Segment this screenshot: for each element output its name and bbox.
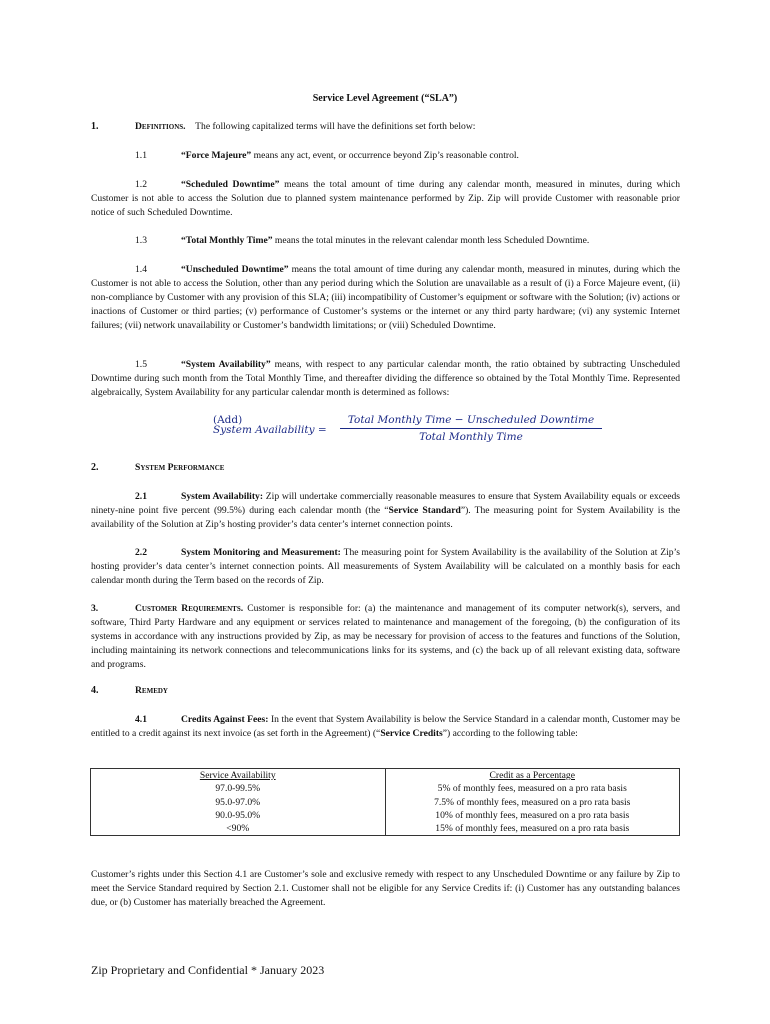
definition-1-3-text: means the total minutes in the relevant calendar month less Scheduled Downtime. [272,235,590,246]
formula-add-note: (Add) [213,414,243,426]
paragraph-4-1 [91,713,680,741]
table-cell-credit-1: 7.5% of monthly fees, measured on a pro rata basis [434,796,631,808]
table-cell-avail-1: 95.0-97.0% [215,796,261,808]
definition-1-5 [91,358,680,400]
definition-1-5-number: 1.5 [135,359,147,370]
column-header-credit-percentage [385,769,680,836]
definition-1-4-term: “Unscheduled Downtime” [181,264,289,275]
formula-denominator: Total Monthly Time [419,431,523,443]
paragraph-2-1-text-a: Zip will undertake commercially reasonable measures to ensure that System Availability equals or exceeds ninety-nine point five percent (99.5%) during each calendar month (the “ [91,491,680,516]
definition-1-2-term: “Scheduled Downtime” [181,179,280,190]
definition-1-2-text: means the total amount of time during any calendar month, measured in minutes, during which Customer is not able to access the Solution due to planned system maintenance performed by Zip. Zip will provide Customer with reasonable prior notice of such Scheduled Downtime. [91,179,681,218]
definition-1-3-term: “Total Monthly Time” [181,235,273,246]
table-header-row [91,769,680,836]
paragraph-4-1-text-b: ”) according to the following table: [442,727,578,739]
paragraph-2-1-number: 2.1 [135,491,147,502]
column-header-service-availability-label: Service Availability [199,770,276,781]
table-cell-credit-2: 10% of monthly fees, measured on a pro rata basis [435,809,630,821]
paragraph-2-2-number: 2.2 [135,547,147,558]
availability-formula [213,414,613,450]
table-cell-credit-3: 15% of monthly fees, measured on a pro rata basis [435,823,630,835]
section-1-title: Definitions. [135,121,186,132]
service-credits-table [90,768,680,836]
closing-paragraph: Customer’s rights under this Section 4.1 are Customer’s sole and exclusive remedy with respect to any Unscheduled Downtime or any failure by Zip to meet the Service Standard required by Section 2.1. Customer shall not be eligible for any Service Credits if: (i) Customer has any outstanding balances due, or (b) Customer has materially breached the Agreement. [91,869,680,908]
section-1-heading [135,121,475,132]
table-cell-avail-0: 97.0-99.5% [215,783,261,795]
table-cell-avail-3: <90% [226,823,250,835]
section-3-number: 3. [91,603,99,614]
paragraph-4-1-number: 4.1 [135,714,147,725]
paragraph-2-2 [91,546,680,588]
section-3 [91,602,680,672]
table-cell-credit-0: 5% of monthly fees, measured on a pro rata basis [437,783,627,795]
section-3-heading: Customer Requirements. [135,603,244,614]
definition-1-4 [91,263,680,333]
definition-1-3 [91,234,680,248]
section-3-text: Customer is responsible for: (a) the maintenance and management of its computer network(s), servers, and software, Third Party Hardware and any equipment or services related to maintenance and management of the foregoing, (b) the configuration of its systems in accordance with any instructions provided by Zip, as may be necessary for provision of access to the features and functions of the Solution, including maintaining its network connections and telecommunications links for its systems, and (c) the back up of all relevant existing data, software and programs. [91,603,680,670]
paragraph-2-1 [91,490,680,532]
definition-1-1-number: 1.1 [135,150,147,161]
paragraph-4-1-term: Service Credits [380,727,443,739]
section-2-number: 2. [91,462,99,473]
definition-1-2-number: 1.2 [135,179,147,190]
formula-numerator: Total Monthly Time − Unscheduled Downtime [347,414,595,426]
section-4-number: 4. [91,685,99,696]
definition-1-4-number: 1.4 [135,264,147,275]
definition-1-1-term: “Force Majeure” [181,150,252,161]
formula-lhs: System Availability = [213,424,327,436]
paragraph-2-1-heading: System Availability: [181,491,264,502]
column-header-credit-percentage-label: Credit as a Percentage [489,770,575,781]
definition-1-1 [91,149,680,163]
definition-1-5-text: means, with respect to any particular calendar month, the ratio obtained by subtracting Unscheduled Downtime during such month from the Total Monthly Time, and thereafter dividing the difference so obtained by the Total Monthly Time. Represented algebraically, System Availability for any particular calendar month is determined as follows: [91,359,680,398]
paragraph-2-2-text: The measuring point for System Availability is the availability of the Solution at Zip’s hosting provider’s data center’s internet connection points. All measurements of System Availability will be calculated on a monthly basis for each calendar month during the Term based on the records of Zip. [91,547,681,586]
table-cell-avail-2: 90.0-95.0% [215,809,261,821]
document-title: Service Level Agreement (“SLA”) [312,93,458,104]
section-2-heading: System Performance [135,462,225,473]
definition-1-4-text: means the total amount of time during any calendar month, measured in minutes, during which the Customer is not able to access the Solution, other than any period during which the Solution are unavailable as a result of (i) a Force Majeure event, (ii) non-compliance by Customer with any provision of this SLA; (iii) incompatibility of Customer’s equipment or software with the Solution; (iv) actions or inactions of Customer or third parties; (v) performance of Customer’s systems or the internet or any third party hardware; (vi) any systemic Internet failures; (vii) network unavailability or Customer’s bandwidth limitations; or (viii) Scheduled Downtime. [91,264,680,331]
section-4-heading: Remedy [135,685,168,696]
page-footer: Zip Proprietary and Confidential * January 2023 [91,963,325,977]
definition-1-1-text: means any act, event, or occurrence beyond Zip’s reasonable control. [251,150,519,161]
definition-1-2 [91,178,680,220]
paragraph-4-1-heading: Credits Against Fees: [181,714,269,725]
formula-fraction [340,414,602,443]
definition-1-3-number: 1.3 [135,235,147,246]
section-1-text: The following capitalized terms will have the definitions set forth below: [195,121,476,132]
definition-1-5-term: “System Availability” [181,359,271,370]
column-header-service-availability [91,769,386,836]
paragraph-2-1-text-b: ”). The measuring point for System Availability is the availability of the Solution at Zip’s hosting provider’s data center’s internet connection points. [91,504,681,530]
paragraph-2-1-term: Service Standard [388,504,461,516]
section-1-number: 1. [91,121,99,132]
paragraph-2-2-heading: System Monitoring and Measurement: [181,547,341,558]
paragraph-4-1-text-a: In the event that System Availability is below the Service Standard in a calendar month, Customer may be entitled to a credit against its next invoice (as set forth in the Agreement) (“ [91,714,680,739]
